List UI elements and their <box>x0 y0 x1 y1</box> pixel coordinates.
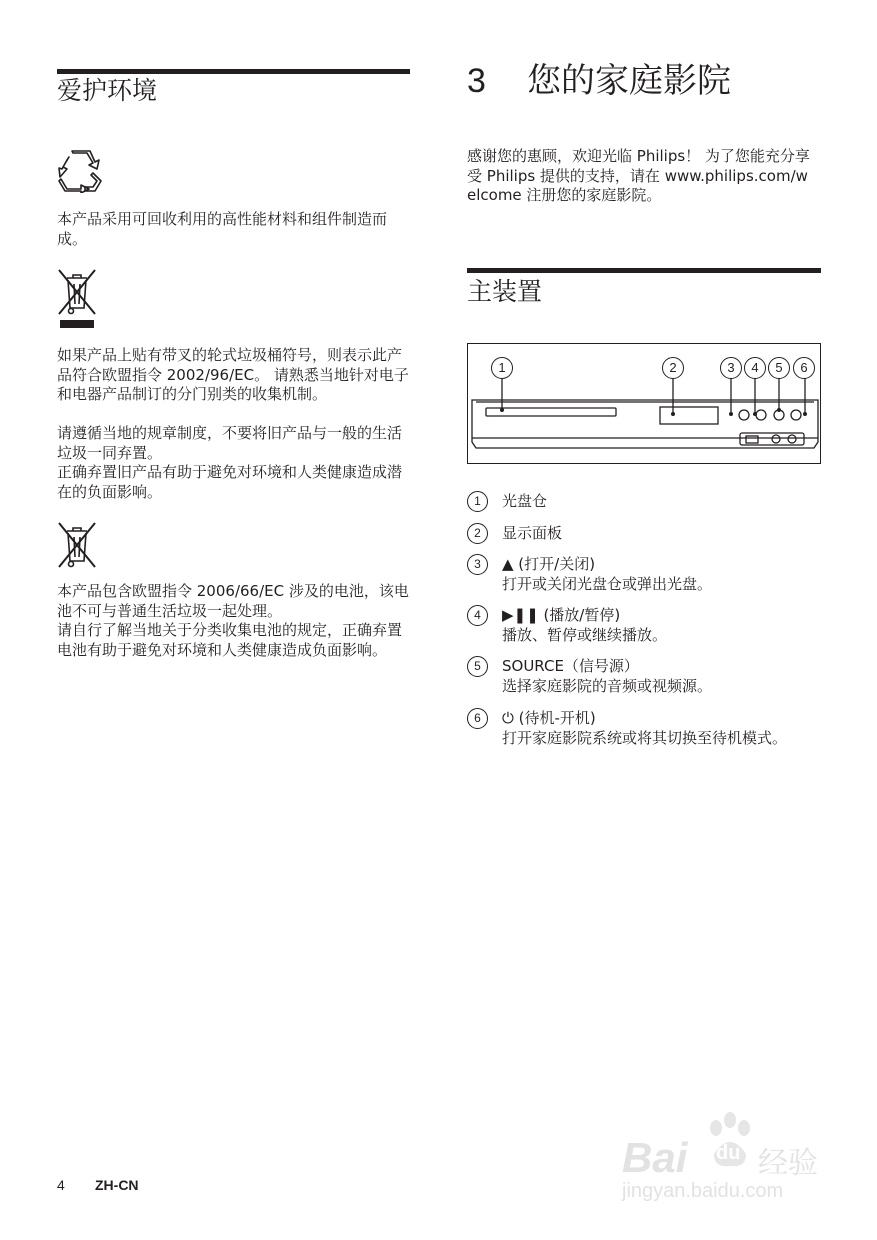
weee-text-3: 正确弃置旧产品有助于避免对环境和人类健康造成潜在的负面影响。 <box>57 463 403 501</box>
battery-text-1: 本产品包含欧盟指令 2006/66/EC 涉及的电池，该电池不可与普通生活垃圾一起处理。 <box>57 582 409 620</box>
item-description: 打开家庭影院系统或将其切换至待机模式。 <box>502 729 788 747</box>
item-title: 光盘仓 <box>502 492 548 510</box>
chapter-number: 3 <box>467 62 486 100</box>
weee-text-2: 请遵循当地的规章制度，不要将旧产品与一般的生活垃圾一同弃置。 <box>57 424 403 462</box>
item-title: ▲ (打开/关闭) <box>502 555 596 573</box>
item-description: 播放、暂停或继续播放。 <box>502 626 668 644</box>
callout-3: 3 <box>720 357 742 379</box>
watermark-paw-text: du <box>716 1142 741 1164</box>
item-description: 打开或关闭光盘仓或弹出光盘。 <box>502 575 713 593</box>
callout-4: 4 <box>744 357 766 379</box>
callout-2: 2 <box>662 357 684 379</box>
section-title-main-unit: 主装置 <box>467 277 543 306</box>
item-title: 显示面板 <box>502 524 563 542</box>
watermark-brand: Bai <box>622 1134 688 1181</box>
callout-1: 1 <box>491 357 513 379</box>
item-title: ▶❚❚ (播放/暂停) <box>502 606 621 624</box>
weee-bin-icon <box>57 268 97 330</box>
recycle-icon <box>57 147 103 193</box>
item-title: ⏻ (待机-开机) <box>502 709 596 727</box>
language-code: ZH-CN <box>95 1177 139 1193</box>
device-drawing <box>468 344 820 463</box>
callout-6: 6 <box>793 357 815 379</box>
main-unit-diagram <box>467 343 821 464</box>
item-number: 1 <box>467 491 488 512</box>
weee-text-1: 如果产品上贴有带叉的轮式垃圾桶符号，则表示此产品符合欧盟指令 2002/96/EC。 请熟悉当地针对电子和电器产品制订的分门别类的收集机制。 <box>57 346 409 403</box>
section-title-environment: 爱护环境 <box>57 76 158 105</box>
item-number: 6 <box>467 708 488 729</box>
page-number: 4 <box>57 1177 65 1193</box>
battery-bin-icon <box>57 521 97 569</box>
item-number: 3 <box>467 554 488 575</box>
watermark-cn: 经验 <box>758 1146 818 1181</box>
recycle-text: 本产品采用可回收利用的高性能材料和组件制造而成。 <box>57 210 388 248</box>
chapter-title: 您的家庭影院 <box>527 61 731 101</box>
item-title: SOURCE（信号源） <box>502 657 639 675</box>
item-description: 选择家庭影院的音频或视频源。 <box>502 677 713 695</box>
left-section-rule <box>57 69 410 74</box>
item-number: 2 <box>467 523 488 544</box>
item-number: 5 <box>467 656 488 677</box>
item-number: 4 <box>467 605 488 626</box>
right-section-rule <box>467 268 821 273</box>
baidu-watermark <box>622 1110 832 1210</box>
watermark-url: jingyan.baidu.com <box>622 1180 784 1202</box>
callout-5: 5 <box>768 357 790 379</box>
battery-text-2: 请自行了解当地关于分类收集电池的规定，正确弃置电池有助于避免对环境和人类健康造成负面影响。 <box>57 621 403 659</box>
intro-text: 感谢您的惠顾，欢迎光临 Philips！ 为了您能充分享受 Philips 提供的支持，请在 www.philips.com/welcome 注册您的家庭影院。 <box>467 147 810 204</box>
